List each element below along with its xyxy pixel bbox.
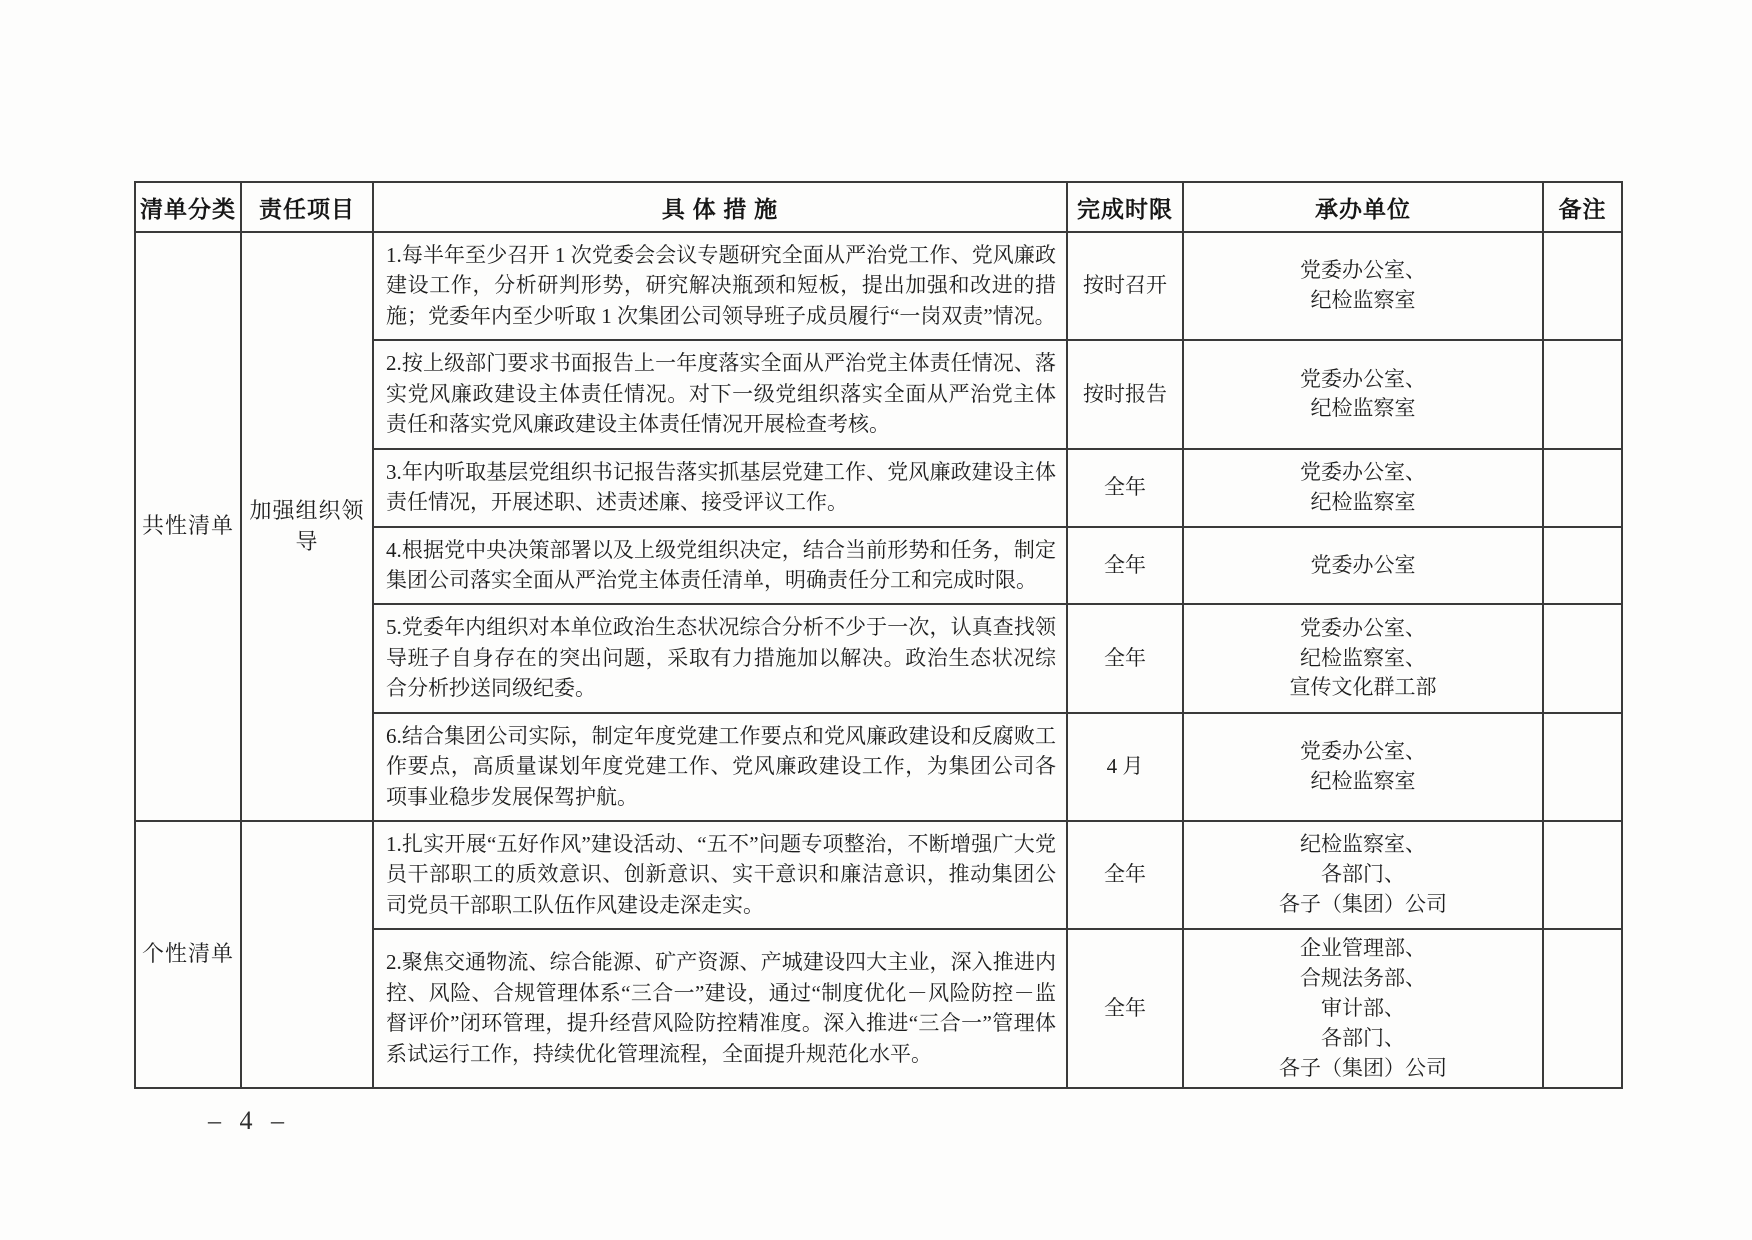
remark-cell [1543,527,1622,605]
unit-line: 党委办公室、 [1300,366,1426,391]
deadline-cell: 全年 [1067,449,1183,527]
unit-line: 纪检监察室 [1310,489,1416,514]
header-measures: 具 体 措 施 [373,182,1067,232]
deadline-cell: 按时报告 [1067,340,1183,448]
table-row [135,821,1622,929]
table-body [135,232,1622,1088]
unit-line: 各子（集团）公司 [1279,1055,1447,1080]
unit-cell [1183,527,1543,605]
unit-line: 纪检监察室 [1310,768,1416,793]
measure-cell: 3.年内听取基层党组织书记报告落实抓基层党建工作、党风廉政建设主体责任情况，开展述职、述责述廉、接受评议工作。 [373,449,1067,527]
measure-cell: 5.党委年内组织对本单位政治生态状况综合分析不少于一次，认真查找领导班子自身存在的突出问题，采取有力措施加以解决。政治生态状况综合分析抄送同级纪委。 [373,604,1067,712]
remark-cell [1543,713,1622,821]
header-category: 清单分类 [135,182,241,232]
unit-line: 党委办公室、 [1300,258,1426,283]
measure-cell: 2.按上级部门要求书面报告上一年度落实全面从严治党主体责任情况、落实党风廉政建设主体责任情况。对下一级党组织落实全面从严治党主体责任和落实党风廉政建设主体责任情况开展检查考核。 [373,340,1067,448]
unit-line: 党委办公室 [1310,552,1416,577]
unit-line: 纪检监察室、 [1300,645,1426,670]
unit-line: 党委办公室、 [1300,615,1426,640]
unit-line: 宣传文化群工部 [1289,675,1437,700]
unit-line: 党委办公室、 [1300,739,1426,764]
remark-cell [1543,340,1622,448]
unit-cell [1183,340,1543,448]
header-remark: 备注 [1543,182,1622,232]
table-row [135,232,1622,340]
header-deadline: 完成时限 [1067,182,1183,232]
unit-cell [1183,821,1543,929]
remark-cell [1543,604,1622,712]
unit-line: 纪检监察室、 [1300,832,1426,857]
unit-cell [1183,604,1543,712]
unit-cell [1183,449,1543,527]
remark-cell [1543,929,1622,1088]
deadline-cell: 全年 [1067,929,1183,1088]
category-cell: 个性清单 [135,821,241,1088]
table-header-row [135,182,1622,232]
deadline-cell: 4 月 [1067,713,1183,821]
measure-cell: 6.结合集团公司实际，制定年度党建工作要点和党风廉政建设和反腐败工作要点，高质量谋划年度党建工作、党风廉政建设工作，为集团公司各项事业稳步发展保驾护航。 [373,713,1067,821]
unit-cell [1183,713,1543,821]
remark-cell [1543,449,1622,527]
deadline-cell: 按时召开 [1067,232,1183,340]
unit-line: 党委办公室、 [1300,459,1426,484]
remark-cell [1543,821,1622,929]
unit-line: 审计部、 [1321,995,1405,1020]
unit-cell [1183,232,1543,340]
responsibility-table [134,181,1623,1089]
header-project: 责任项目 [241,182,373,232]
project-cell: 加强组织领导 [241,232,373,821]
measure-cell: 2.聚焦交通物流、综合能源、矿产资源、产城建设四大主业，深入推进内控、风险、合规管理体系“三合一”建设，通过“制度优化－风险防控－监督评价”闭环管理，提升经营风险防控精准度。深入推进“三合一”管理体系试运行工作，持续优化管理流程，全面提升规范化水平。 [373,929,1067,1088]
unit-line: 各部门、 [1321,862,1405,887]
measure-cell: 1.每半年至少召开 1 次党委会会议专题研究全面从严治党工作、党风廉政建设工作，分析研判形势，研究解决瓶颈和短板，提出加强和改进的措施；党委年内至少听取 1 次集团公司领导班子成员履行“一岗双责”情况。 [373,232,1067,340]
unit-line: 企业管理部、 [1300,936,1426,961]
page-number: – 4 – [208,1106,290,1135]
remark-cell [1543,232,1622,340]
header-unit: 承办单位 [1183,182,1543,232]
unit-line: 纪检监察室 [1310,288,1416,313]
deadline-cell: 全年 [1067,821,1183,929]
measure-cell: 4.根据党中央决策部署以及上级党组织决定，结合当前形势和任务，制定集团公司落实全面从严治党主体责任清单，明确责任分工和完成时限。 [373,527,1067,605]
category-cell: 共性清单 [135,232,241,821]
unit-line: 各部门、 [1321,1025,1405,1050]
unit-line: 各子（集团）公司 [1279,892,1447,917]
project-cell [241,821,373,1088]
unit-line: 合规法务部、 [1300,966,1426,991]
deadline-cell: 全年 [1067,604,1183,712]
deadline-cell: 全年 [1067,527,1183,605]
unit-line: 纪检监察室 [1310,396,1416,421]
measure-cell: 1.扎实开展“五好作风”建设活动、“五不”问题专项整治，不断增强广大党员干部职工的质效意识、创新意识、实干意识和廉洁意识，推动集团公司党员干部职工队伍作风建设走深走实。 [373,821,1067,929]
unit-cell [1183,929,1543,1088]
